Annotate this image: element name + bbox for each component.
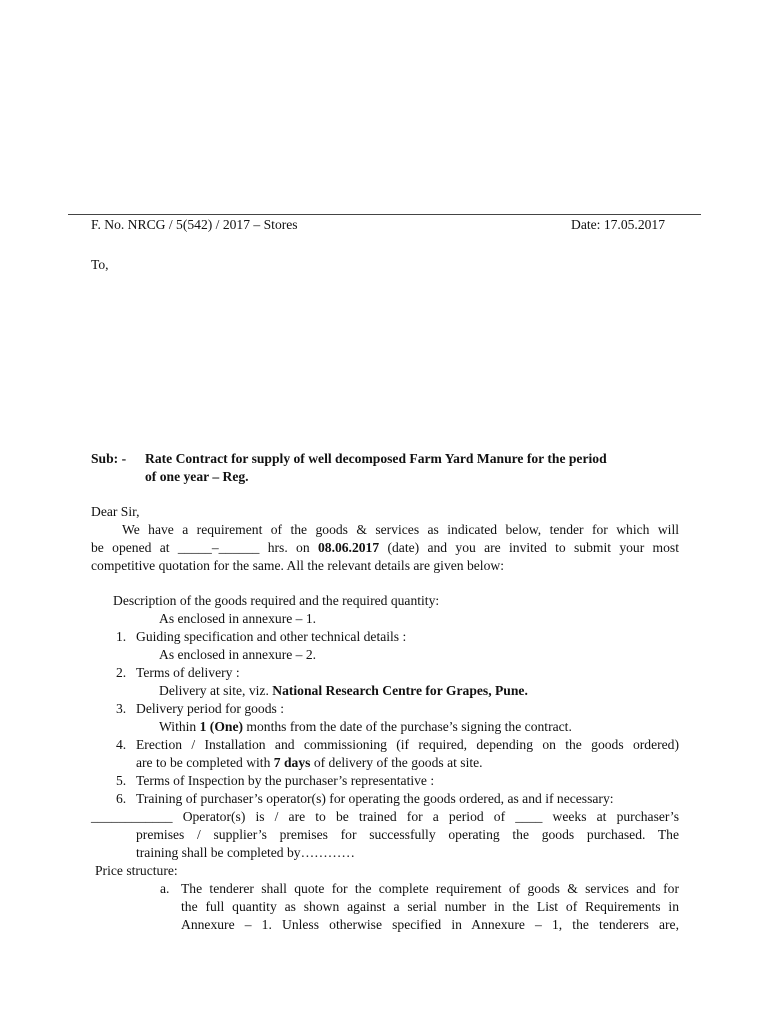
intro-line-3: competitive quotation for the same. All the relevant details are given below: bbox=[91, 558, 504, 573]
intro-line-1: We have a requirement of the goods & services as indicated below, tender for which will bbox=[122, 522, 679, 537]
item-text: Training of purchaser’s operator(s) for operating the goods ordered, as and if necessary: bbox=[136, 791, 614, 806]
item-text: Terms of delivery : bbox=[136, 665, 240, 680]
item-text: Delivery period for goods : bbox=[136, 701, 284, 716]
item-number: 5. bbox=[116, 773, 127, 788]
item-sub: Within 1 (One) months from the date of the purchase’s signing the contract. bbox=[159, 719, 572, 734]
price-item-number: a. bbox=[160, 881, 170, 896]
price-line-3: Annexure – 1. Unless otherwise specified in Annexure – 1, the tenderers are, bbox=[181, 917, 679, 932]
description-value: As enclosed in annexure – 1. bbox=[159, 611, 317, 626]
item-sub: Delivery at site, viz. National Research Centre for Grapes, Pune. bbox=[159, 683, 528, 698]
item-number: 3. bbox=[116, 701, 127, 716]
item-sub: As enclosed in annexure – 2. bbox=[159, 647, 317, 662]
salutation: Dear Sir, bbox=[91, 504, 140, 519]
item-line-2: ____________ Operator(s) is / are to be trained for a period of ____ weeks at purchaser’s bbox=[91, 809, 679, 824]
item-text: Guiding specification and other technical details : bbox=[136, 629, 407, 644]
intro-line-2: be opened at _____–______ hrs. on 08.06.2017 (date) and you are invited to submit your most bbox=[91, 540, 679, 555]
subject-line-1: Rate Contract for supply of well decomposed Farm Yard Manure for the period bbox=[145, 451, 607, 466]
letter-date: Date: 17.05.2017 bbox=[571, 217, 666, 232]
item-number: 4. bbox=[116, 737, 127, 752]
description-heading: Description of the goods required and the required quantity: bbox=[113, 593, 440, 608]
item-number: 1. bbox=[116, 629, 127, 644]
price-line-2: the full quantity as shown against a serial number in the List of Requirements in bbox=[181, 899, 679, 914]
item-text: Terms of Inspection by the purchaser’s representative : bbox=[136, 773, 435, 788]
item-number: 2. bbox=[116, 665, 127, 680]
item-line-2: are to be completed with 7 days of delivery of the goods at site. bbox=[136, 755, 483, 770]
price-heading: Price structure: bbox=[95, 863, 178, 878]
header-rule bbox=[68, 214, 701, 215]
addressee: To, bbox=[91, 257, 109, 272]
item-number: 6. bbox=[116, 791, 127, 806]
item-line-4: training shall be completed by………… bbox=[136, 845, 355, 860]
subject-label: Sub: - bbox=[91, 451, 127, 466]
file-number: F. No. NRCG / 5(542) / 2017 – Stores bbox=[91, 217, 298, 232]
item-text: Erection / Installation and commissioning (if required, depending on the goods ordered) bbox=[136, 737, 679, 752]
subject-line-2: of one year – Reg. bbox=[145, 469, 249, 484]
price-line-1: The tenderer shall quote for the complete requirement of goods & services and for bbox=[181, 881, 679, 896]
item-line-3: premises / supplier’s premises for successfully operating the goods purchased. The bbox=[136, 827, 679, 842]
